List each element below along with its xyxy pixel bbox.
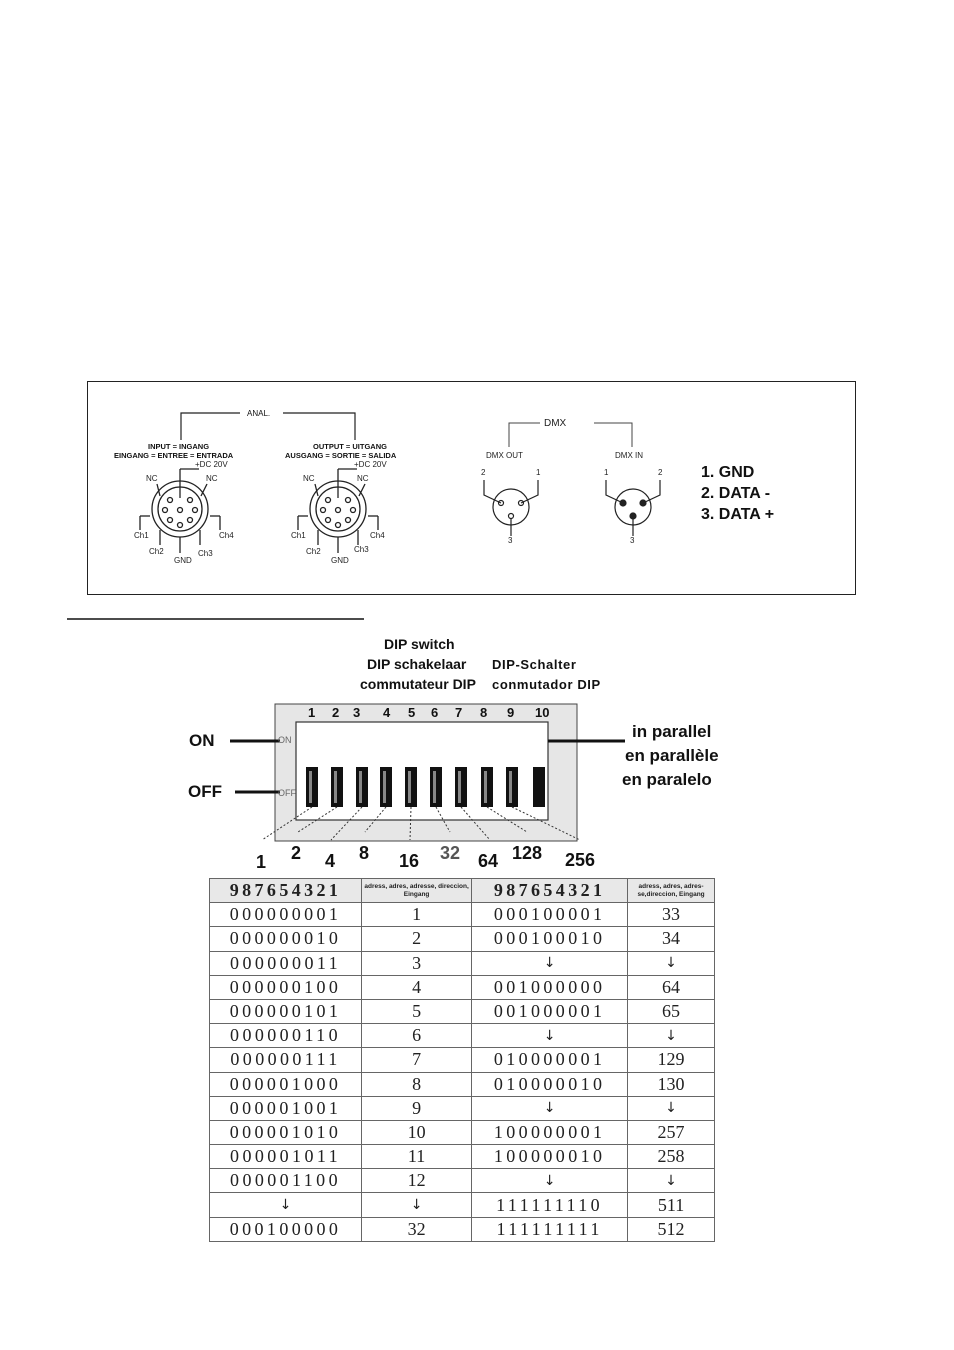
bits-cell: 000100001 — [472, 903, 628, 927]
bits-cell: 000000011 — [210, 951, 362, 975]
switch-number: 10 — [535, 705, 550, 720]
table-row — [210, 1169, 715, 1193]
input-ch3: Ch3 — [198, 549, 213, 558]
dmx-in-pin2: 2 — [658, 468, 663, 477]
output-gnd: GND — [331, 556, 349, 565]
dip-lever-highlight — [433, 771, 436, 803]
table-row — [210, 1193, 715, 1217]
address-cell: 33 — [628, 903, 715, 927]
table-row — [210, 1048, 715, 1072]
address-cell: 3 — [362, 951, 472, 975]
switch-number: 3 — [353, 705, 361, 720]
weight-label: 2 — [291, 843, 302, 863]
header-bits-cell: 987654321 — [472, 879, 628, 903]
address-cell: 34 — [628, 927, 715, 951]
address-cell: 5 — [362, 999, 472, 1023]
table-row — [210, 1145, 715, 1169]
dmx-in-pin1: 1 — [604, 468, 609, 477]
weight-label: 256 — [565, 850, 596, 870]
address-cell: 11 — [362, 1145, 472, 1169]
weight-label: 64 — [478, 851, 499, 871]
address-cell: 12 — [362, 1169, 472, 1193]
address-cell: 1 — [362, 903, 472, 927]
dip-lever-highlight — [383, 771, 386, 803]
table-row — [210, 903, 715, 927]
bits-cell: 100000010 — [472, 1145, 628, 1169]
bits-cell: 111111110 — [472, 1193, 628, 1217]
bits-cell: 000000110 — [210, 1024, 362, 1048]
bits-cell: 000000111 — [210, 1048, 362, 1072]
dip-lever-highlight — [458, 771, 461, 803]
input-ch1: Ch1 — [134, 531, 149, 540]
address-cell: ↓ — [628, 951, 715, 975]
table-row — [210, 1096, 715, 1120]
dmx-label: DMX — [544, 418, 567, 429]
parallel-fr: en parallèle — [625, 746, 719, 765]
address-cell: 258 — [628, 1145, 715, 1169]
bits-cell: 000000010 — [210, 927, 362, 951]
input-gnd: GND — [174, 556, 192, 565]
output-ch4: Ch4 — [370, 531, 385, 540]
address-cell: 6 — [362, 1024, 472, 1048]
dip-title-3: commutateur DIP — [360, 676, 476, 692]
pinout-1: 1. GND — [701, 464, 755, 481]
bits-cell: ↓ — [210, 1193, 362, 1217]
address-cell: 7 — [362, 1048, 472, 1072]
bits-cell: 010000001 — [472, 1048, 628, 1072]
address-cell: 257 — [628, 1120, 715, 1144]
dip-title-es: conmutador DIP — [492, 677, 601, 692]
weight-label: 32 — [440, 843, 461, 863]
bits-cell: ↓ — [472, 951, 628, 975]
dip-switch-body — [275, 704, 577, 841]
bits-cell: ↓ — [472, 1024, 628, 1048]
input-title-2: EINGANG = ENTREE = ENTRADA — [114, 451, 234, 460]
bits-cell: 000000001 — [210, 903, 362, 927]
switch-number: 2 — [332, 705, 340, 720]
bits-cell: 001000001 — [472, 999, 628, 1023]
bits-cell: 000100000 — [210, 1217, 362, 1241]
address-cell: 129 — [628, 1048, 715, 1072]
bits-cell: 000001000 — [210, 1072, 362, 1096]
table-header-row — [210, 879, 715, 903]
anal-label: ANAL. — [247, 409, 271, 418]
dmx-bracket — [509, 423, 632, 447]
weight-label: 128 — [512, 843, 543, 863]
pinout-list — [701, 462, 774, 525]
address-cell: 4 — [362, 975, 472, 999]
bits-cell: 001000000 — [472, 975, 628, 999]
address-cell: ↓ — [628, 1169, 715, 1193]
output-nc-left: NC — [303, 474, 315, 483]
switch-number: 6 — [431, 705, 439, 720]
dmx-out-connector — [484, 480, 538, 536]
table-row — [210, 1024, 715, 1048]
bits-cell: 111111111 — [472, 1217, 628, 1241]
address-cell: 65 — [628, 999, 715, 1023]
dip-lever-highlight — [309, 771, 312, 803]
switch-number: 9 — [507, 705, 515, 720]
bits-cell: 000001010 — [210, 1120, 362, 1144]
header-address-cell: adress, adres, adres-se,direccion, Eingang — [628, 879, 715, 903]
switch-number: 7 — [455, 705, 463, 720]
header-bits-cell: 987654321 — [210, 879, 362, 903]
dip-lever-highlight — [359, 771, 362, 803]
address-cell: ↓ — [628, 1024, 715, 1048]
bits-cell: 000000100 — [210, 975, 362, 999]
address-cell: 10 — [362, 1120, 472, 1144]
dip-title-de: DIP-Schalter — [492, 657, 577, 672]
on-label: ON — [189, 731, 215, 750]
input-ch4: Ch4 — [219, 531, 234, 540]
bits-cell: ↓ — [472, 1169, 628, 1193]
table-row — [210, 1120, 715, 1144]
dmx-in-pin3: 3 — [630, 536, 635, 545]
output-ch1: Ch1 — [291, 531, 306, 540]
address-cell: 8 — [362, 1072, 472, 1096]
bits-cell: ↓ — [472, 1096, 628, 1120]
header-address-cell: adress, adres, adresse, direccion, Eingang — [362, 879, 472, 903]
input-dc-label: +DC 20V — [195, 460, 228, 469]
dip-lever[interactable] — [533, 767, 545, 807]
address-cell: ↓ — [362, 1193, 472, 1217]
parallel-es: en paralelo — [622, 770, 712, 789]
input-nc-right: NC — [206, 474, 218, 483]
table-row — [210, 1072, 715, 1096]
parallel-en: in parallel — [632, 722, 712, 741]
address-cell: 64 — [628, 975, 715, 999]
switch-number: 4 — [383, 705, 391, 720]
dip-title-2: DIP schakelaar — [367, 656, 467, 672]
bits-cell: 000001100 — [210, 1169, 362, 1193]
input-nc-left: NC — [146, 474, 158, 483]
address-cell: 32 — [362, 1217, 472, 1241]
output-nc-right: NC — [357, 474, 369, 483]
table-row — [210, 1217, 715, 1241]
address-cell: 2 — [362, 927, 472, 951]
off-label: OFF — [188, 782, 222, 801]
output-title-1: OUTPUT = UITGANG — [313, 442, 387, 451]
weight-label: 4 — [325, 851, 336, 871]
address-cell: 511 — [628, 1193, 715, 1217]
input-title-1: INPUT = INGANG — [148, 442, 210, 451]
bits-cell: 000001001 — [210, 1096, 362, 1120]
output-ch3: Ch3 — [354, 545, 369, 554]
table-row — [210, 951, 715, 975]
switch-number: 1 — [308, 705, 316, 720]
address-cell: 512 — [628, 1217, 715, 1241]
dip-lever-highlight — [509, 771, 512, 803]
dmx-out-pin3: 3 — [508, 536, 513, 545]
dip-lever-highlight — [334, 771, 337, 803]
dmx-in-connector — [606, 480, 660, 536]
switch-number: 8 — [480, 705, 488, 720]
pinout-3: 3. DATA + — [701, 506, 775, 523]
bits-cell: 000001011 — [210, 1145, 362, 1169]
switch-on-text: ON — [278, 735, 292, 745]
output-dc-label: +DC 20V — [354, 460, 387, 469]
address-table — [209, 878, 715, 1242]
dip-title-1: DIP switch — [384, 636, 455, 652]
dmx-out-label: DMX OUT — [486, 451, 523, 460]
weight-label: 8 — [359, 843, 370, 863]
weight-label: 1 — [256, 852, 267, 872]
input-ch2: Ch2 — [149, 547, 164, 556]
output-ch2: Ch2 — [306, 547, 321, 556]
dip-lever-highlight — [408, 771, 411, 803]
switch-off-text: OFF — [278, 788, 296, 798]
table-row — [210, 975, 715, 999]
table-row — [210, 999, 715, 1023]
address-cell: ↓ — [628, 1096, 715, 1120]
weight-label: 16 — [399, 851, 420, 871]
dip-lever-highlight — [484, 771, 487, 803]
bits-cell: 100000001 — [472, 1120, 628, 1144]
dmx-out-pin2: 2 — [481, 468, 486, 477]
switch-number: 5 — [408, 705, 416, 720]
dmx-in-label: DMX IN — [615, 451, 643, 460]
bits-cell: 010000010 — [472, 1072, 628, 1096]
table-row — [210, 927, 715, 951]
output-title-2: AUSGANG = SORTIE = SALIDA — [285, 451, 397, 460]
dmx-out-pin1: 1 — [536, 468, 541, 477]
bits-cell: 000100010 — [472, 927, 628, 951]
pinout-2: 2. DATA - — [701, 485, 771, 502]
address-cell: 130 — [628, 1072, 715, 1096]
address-cell: 9 — [362, 1096, 472, 1120]
bits-cell: 000000101 — [210, 999, 362, 1023]
